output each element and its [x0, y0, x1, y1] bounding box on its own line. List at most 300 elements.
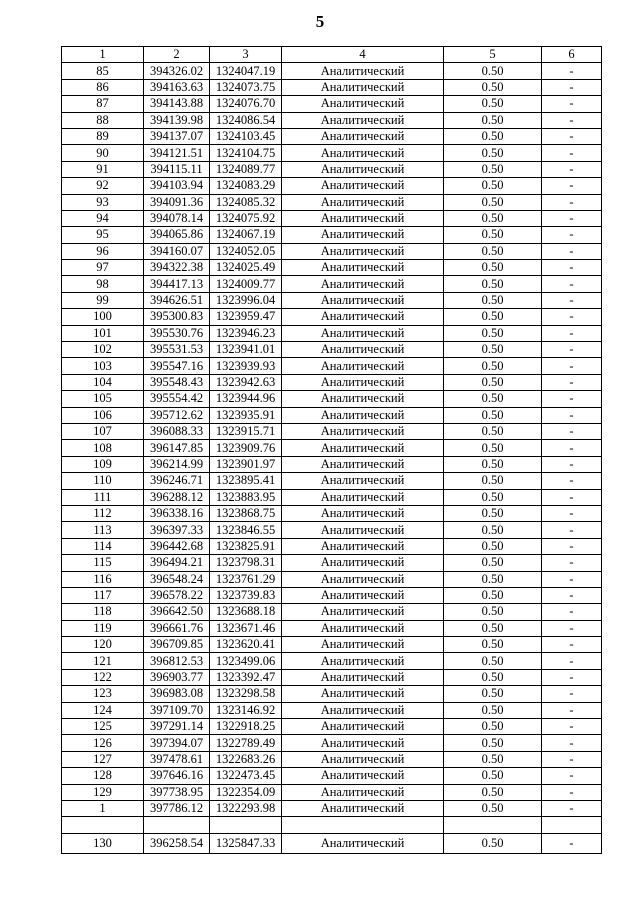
description-cell: - [542, 194, 602, 210]
description-cell: - [542, 161, 602, 177]
y-coordinate-cell: 1322473.45 [210, 768, 282, 784]
table-row [62, 800, 602, 816]
y-coordinate-cell: 1324089.77 [210, 161, 282, 177]
table-row [62, 358, 602, 374]
method-cell: Аналитический [282, 309, 444, 325]
table-row [62, 161, 602, 177]
description-cell: - [542, 407, 602, 423]
accuracy-cell: 0.50 [444, 128, 542, 144]
x-coordinate-cell: 397291.14 [144, 719, 210, 735]
point-number-cell: 115 [62, 555, 144, 571]
accuracy-cell: 0.50 [444, 260, 542, 276]
accuracy-cell: 0.50 [444, 342, 542, 358]
y-coordinate-cell: 1323939.93 [210, 358, 282, 374]
x-coordinate-cell: 396812.53 [144, 653, 210, 669]
method-cell: Аналитический [282, 473, 444, 489]
point-number-cell: 93 [62, 194, 144, 210]
point-number-cell: 107 [62, 423, 144, 439]
accuracy-cell: 0.50 [444, 784, 542, 800]
accuracy-cell: 0.50 [444, 669, 542, 685]
table-row [62, 719, 602, 735]
description-cell: - [542, 358, 602, 374]
description-cell: - [542, 702, 602, 718]
method-cell: Аналитический [282, 243, 444, 259]
table-body [62, 63, 602, 853]
description-cell: - [542, 423, 602, 439]
method-cell: Аналитический [282, 325, 444, 341]
x-coordinate-cell: 396903.77 [144, 669, 210, 685]
table-row [62, 276, 602, 292]
x-coordinate-cell: 396338.16 [144, 505, 210, 521]
description-cell: - [542, 309, 602, 325]
accuracy-cell: 0.50 [444, 440, 542, 456]
description-cell [542, 817, 602, 833]
point-number-cell: 88 [62, 112, 144, 128]
table-row [62, 194, 602, 210]
table-row [62, 768, 602, 784]
accuracy-cell: 0.50 [444, 161, 542, 177]
accuracy-cell: 0.50 [444, 571, 542, 587]
point-number-cell: 123 [62, 686, 144, 702]
table-row [62, 489, 602, 505]
y-coordinate-cell: 1323946.23 [210, 325, 282, 341]
accuracy-cell: 0.50 [444, 653, 542, 669]
point-number-cell: 100 [62, 309, 144, 325]
point-number-cell: 87 [62, 96, 144, 112]
point-number-cell: 117 [62, 587, 144, 603]
description-cell: - [542, 751, 602, 767]
method-cell [282, 817, 444, 833]
point-number-cell: 108 [62, 440, 144, 456]
point-number-cell [62, 817, 144, 833]
method-cell: Аналитический [282, 145, 444, 161]
method-cell: Аналитический [282, 489, 444, 505]
method-cell: Аналитический [282, 210, 444, 226]
accuracy-cell: 0.50 [444, 309, 542, 325]
method-cell: Аналитический [282, 571, 444, 587]
header-cell: 1 [62, 47, 144, 63]
description-cell: - [542, 145, 602, 161]
accuracy-cell: 0.50 [444, 391, 542, 407]
y-coordinate-cell: 1324047.19 [210, 63, 282, 79]
point-number-cell: 94 [62, 210, 144, 226]
x-coordinate-cell: 395548.43 [144, 374, 210, 390]
y-coordinate-cell: 1323798.31 [210, 555, 282, 571]
x-coordinate-cell: 395531.53 [144, 342, 210, 358]
y-coordinate-cell: 1323761.29 [210, 571, 282, 587]
table-row [62, 309, 602, 325]
y-coordinate-cell: 1324085.32 [210, 194, 282, 210]
point-number-cell: 130 [62, 833, 144, 853]
x-coordinate-cell: 394137.07 [144, 128, 210, 144]
x-coordinate-cell: 397478.61 [144, 751, 210, 767]
accuracy-cell: 0.50 [444, 112, 542, 128]
y-coordinate-cell: 1323739.83 [210, 587, 282, 603]
accuracy-cell: 0.50 [444, 686, 542, 702]
point-number-cell: 85 [62, 63, 144, 79]
table-header-row [62, 47, 602, 63]
x-coordinate-cell: 396288.12 [144, 489, 210, 505]
table-row [62, 604, 602, 620]
description-cell: - [542, 440, 602, 456]
point-number-cell: 116 [62, 571, 144, 587]
accuracy-cell: 0.50 [444, 178, 542, 194]
table-row [62, 440, 602, 456]
table-row [62, 505, 602, 521]
accuracy-cell: 0.50 [444, 522, 542, 538]
y-coordinate-cell: 1322918.25 [210, 719, 282, 735]
method-cell: Аналитический [282, 751, 444, 767]
method-cell: Аналитический [282, 161, 444, 177]
point-number-cell: 113 [62, 522, 144, 538]
table-row [62, 210, 602, 226]
method-cell: Аналитический [282, 637, 444, 653]
accuracy-cell: 0.50 [444, 768, 542, 784]
table-row [62, 653, 602, 669]
description-cell: - [542, 719, 602, 735]
table-row [62, 522, 602, 538]
y-coordinate-cell: 1324025.49 [210, 260, 282, 276]
table-row [62, 342, 602, 358]
x-coordinate-cell: 396088.33 [144, 423, 210, 439]
header-cell: 5 [444, 47, 542, 63]
point-number-cell: 1 [62, 800, 144, 816]
x-coordinate-cell: 396548.24 [144, 571, 210, 587]
table-row [62, 669, 602, 685]
table-row [62, 227, 602, 243]
y-coordinate-cell: 1324075.92 [210, 210, 282, 226]
method-cell: Аналитический [282, 505, 444, 521]
table-row [62, 620, 602, 636]
y-coordinate-cell: 1323688.18 [210, 604, 282, 620]
y-coordinate-cell: 1323392.47 [210, 669, 282, 685]
description-cell: - [542, 456, 602, 472]
header-cell: 3 [210, 47, 282, 63]
description-cell: - [542, 653, 602, 669]
x-coordinate-cell: 396494.21 [144, 555, 210, 571]
description-cell: - [542, 473, 602, 489]
description-cell: - [542, 637, 602, 653]
point-number-cell: 124 [62, 702, 144, 718]
table-row [62, 79, 602, 95]
table-row [62, 260, 602, 276]
x-coordinate-cell: 394417.13 [144, 276, 210, 292]
accuracy-cell: 0.50 [444, 800, 542, 816]
y-coordinate-cell: 1324086.54 [210, 112, 282, 128]
y-coordinate-cell: 1322293.98 [210, 800, 282, 816]
y-coordinate-cell: 1323846.55 [210, 522, 282, 538]
table-row [62, 751, 602, 767]
method-cell: Аналитический [282, 178, 444, 194]
coordinates-table [61, 46, 602, 854]
y-coordinate-cell: 1324104.75 [210, 145, 282, 161]
method-cell: Аналитический [282, 800, 444, 816]
point-number-cell: 90 [62, 145, 144, 161]
point-number-cell: 121 [62, 653, 144, 669]
y-coordinate-cell: 1324067.19 [210, 227, 282, 243]
description-cell: - [542, 128, 602, 144]
x-coordinate-cell: 394103.94 [144, 178, 210, 194]
accuracy-cell: 0.50 [444, 194, 542, 210]
method-cell: Аналитический [282, 63, 444, 79]
point-number-cell: 89 [62, 128, 144, 144]
table-row [62, 473, 602, 489]
accuracy-cell: 0.50 [444, 833, 542, 853]
accuracy-cell: 0.50 [444, 620, 542, 636]
point-number-cell: 96 [62, 243, 144, 259]
y-coordinate-cell: 1323671.46 [210, 620, 282, 636]
method-cell: Аналитический [282, 456, 444, 472]
point-number-cell: 126 [62, 735, 144, 751]
x-coordinate-cell: 396709.85 [144, 637, 210, 653]
y-coordinate-cell: 1323895.41 [210, 473, 282, 489]
method-cell: Аналитический [282, 260, 444, 276]
x-coordinate-cell: 397646.16 [144, 768, 210, 784]
accuracy-cell: 0.50 [444, 456, 542, 472]
description-cell: - [542, 833, 602, 853]
point-number-cell: 91 [62, 161, 144, 177]
method-cell: Аналитический [282, 620, 444, 636]
table-row [62, 423, 602, 439]
table-row [62, 391, 602, 407]
table-row [62, 407, 602, 423]
accuracy-cell: 0.50 [444, 473, 542, 489]
point-number-cell: 92 [62, 178, 144, 194]
method-cell: Аналитический [282, 735, 444, 751]
method-cell: Аналитический [282, 702, 444, 718]
description-cell: - [542, 227, 602, 243]
x-coordinate-cell: 396661.76 [144, 620, 210, 636]
accuracy-cell: 0.50 [444, 227, 542, 243]
x-coordinate-cell: 396397.33 [144, 522, 210, 538]
accuracy-cell: 0.50 [444, 555, 542, 571]
method-cell: Аналитический [282, 342, 444, 358]
description-cell: - [542, 571, 602, 587]
y-coordinate-cell: 1325847.33 [210, 833, 282, 853]
y-coordinate-cell: 1323298.58 [210, 686, 282, 702]
method-cell: Аналитический [282, 292, 444, 308]
accuracy-cell: 0.50 [444, 374, 542, 390]
description-cell: - [542, 391, 602, 407]
accuracy-cell: 0.50 [444, 145, 542, 161]
method-cell: Аналитический [282, 555, 444, 571]
table-row [62, 571, 602, 587]
table-row [62, 374, 602, 390]
description-cell: - [542, 522, 602, 538]
method-cell: Аналитический [282, 374, 444, 390]
y-coordinate-cell: 1323868.75 [210, 505, 282, 521]
x-coordinate-cell: 396214.99 [144, 456, 210, 472]
x-coordinate-cell: 394091.36 [144, 194, 210, 210]
x-coordinate-cell: 396983.08 [144, 686, 210, 702]
y-coordinate-cell: 1323941.01 [210, 342, 282, 358]
point-number-cell: 99 [62, 292, 144, 308]
x-coordinate-cell: 394121.51 [144, 145, 210, 161]
description-cell: - [542, 735, 602, 751]
accuracy-cell: 0.50 [444, 96, 542, 112]
x-coordinate-cell: 394322.38 [144, 260, 210, 276]
point-number-cell: 119 [62, 620, 144, 636]
description-cell: - [542, 178, 602, 194]
point-number-cell: 109 [62, 456, 144, 472]
y-coordinate-cell: 1323146.92 [210, 702, 282, 718]
table-row [62, 325, 602, 341]
method-cell: Аналитический [282, 112, 444, 128]
method-cell: Аналитический [282, 669, 444, 685]
header-cell: 4 [282, 47, 444, 63]
method-cell: Аналитический [282, 96, 444, 112]
accuracy-cell: 0.50 [444, 325, 542, 341]
x-coordinate-cell: 394139.98 [144, 112, 210, 128]
accuracy-cell: 0.50 [444, 210, 542, 226]
method-cell: Аналитический [282, 391, 444, 407]
x-coordinate-cell: 396246.71 [144, 473, 210, 489]
method-cell: Аналитический [282, 604, 444, 620]
point-number-cell: 95 [62, 227, 144, 243]
point-number-cell: 122 [62, 669, 144, 685]
point-number-cell: 128 [62, 768, 144, 784]
accuracy-cell: 0.50 [444, 735, 542, 751]
accuracy-cell: 0.50 [444, 407, 542, 423]
table-row [62, 456, 602, 472]
table-row [62, 587, 602, 603]
description-cell: - [542, 555, 602, 571]
method-cell: Аналитический [282, 440, 444, 456]
method-cell: Аналитический [282, 833, 444, 853]
description-cell: - [542, 292, 602, 308]
method-cell: Аналитический [282, 784, 444, 800]
point-number-cell: 114 [62, 538, 144, 554]
accuracy-cell [444, 817, 542, 833]
table-row [62, 243, 602, 259]
point-number-cell: 125 [62, 719, 144, 735]
y-coordinate-cell: 1324103.45 [210, 128, 282, 144]
description-cell: - [542, 538, 602, 554]
y-coordinate-cell: 1323909.76 [210, 440, 282, 456]
point-number-cell: 101 [62, 325, 144, 341]
x-coordinate-cell: 395300.83 [144, 309, 210, 325]
description-cell: - [542, 325, 602, 341]
description-cell: - [542, 96, 602, 112]
point-number-cell: 97 [62, 260, 144, 276]
description-cell: - [542, 686, 602, 702]
y-coordinate-cell: 1323620.41 [210, 637, 282, 653]
method-cell: Аналитический [282, 358, 444, 374]
point-number-cell: 127 [62, 751, 144, 767]
method-cell: Аналитический [282, 128, 444, 144]
method-cell: Аналитический [282, 407, 444, 423]
blank-row [62, 817, 602, 833]
point-number-cell: 118 [62, 604, 144, 620]
table-row [62, 784, 602, 800]
y-coordinate-cell: 1323942.63 [210, 374, 282, 390]
x-coordinate-cell: 394115.11 [144, 161, 210, 177]
point-number-cell: 98 [62, 276, 144, 292]
y-coordinate-cell: 1323944.96 [210, 391, 282, 407]
accuracy-cell: 0.50 [444, 751, 542, 767]
description-cell: - [542, 276, 602, 292]
accuracy-cell: 0.50 [444, 587, 542, 603]
x-coordinate-cell: 395554.42 [144, 391, 210, 407]
method-cell: Аналитический [282, 686, 444, 702]
table-row [62, 128, 602, 144]
method-cell: Аналитический [282, 653, 444, 669]
x-coordinate-cell: 394078.14 [144, 210, 210, 226]
accuracy-cell: 0.50 [444, 423, 542, 439]
y-coordinate-cell: 1323996.04 [210, 292, 282, 308]
y-coordinate-cell: 1324083.29 [210, 178, 282, 194]
description-cell: - [542, 669, 602, 685]
y-coordinate-cell: 1324073.75 [210, 79, 282, 95]
x-coordinate-cell: 394143.88 [144, 96, 210, 112]
table-row [62, 702, 602, 718]
y-coordinate-cell: 1323499.06 [210, 653, 282, 669]
description-cell: - [542, 505, 602, 521]
method-cell: Аналитический [282, 587, 444, 603]
y-coordinate-cell: 1323915.71 [210, 423, 282, 439]
point-number-cell: 103 [62, 358, 144, 374]
y-coordinate-cell: 1322354.09 [210, 784, 282, 800]
x-coordinate-cell: 394326.02 [144, 63, 210, 79]
x-coordinate-cell: 396147.85 [144, 440, 210, 456]
accuracy-cell: 0.50 [444, 505, 542, 521]
y-coordinate-cell: 1324076.70 [210, 96, 282, 112]
x-coordinate-cell: 394160.07 [144, 243, 210, 259]
description-cell: - [542, 112, 602, 128]
method-cell: Аналитический [282, 538, 444, 554]
table-row [62, 538, 602, 554]
point-number-cell: 106 [62, 407, 144, 423]
method-cell: Аналитический [282, 423, 444, 439]
description-cell: - [542, 63, 602, 79]
header-cell: 6 [542, 47, 602, 63]
x-coordinate-cell: 395712.62 [144, 407, 210, 423]
point-number-cell: 110 [62, 473, 144, 489]
description-cell: - [542, 587, 602, 603]
description-cell: - [542, 243, 602, 259]
y-coordinate-cell: 1323825.91 [210, 538, 282, 554]
x-coordinate-cell: 396258.54 [144, 833, 210, 853]
accuracy-cell: 0.50 [444, 276, 542, 292]
accuracy-cell: 0.50 [444, 604, 542, 620]
description-cell: - [542, 342, 602, 358]
accuracy-cell: 0.50 [444, 538, 542, 554]
y-coordinate-cell: 1322683.26 [210, 751, 282, 767]
point-number-cell: 105 [62, 391, 144, 407]
accuracy-cell: 0.50 [444, 63, 542, 79]
x-coordinate-cell: 397394.07 [144, 735, 210, 751]
description-cell: - [542, 79, 602, 95]
method-cell: Аналитический [282, 194, 444, 210]
x-coordinate-cell: 396642.50 [144, 604, 210, 620]
description-cell: - [542, 210, 602, 226]
x-coordinate-cell: 395547.16 [144, 358, 210, 374]
x-coordinate-cell: 397738.95 [144, 784, 210, 800]
x-coordinate-cell: 397786.12 [144, 800, 210, 816]
x-coordinate-cell: 394626.51 [144, 292, 210, 308]
page-number: 5 [315, 12, 325, 31]
point-number-cell: 129 [62, 784, 144, 800]
description-cell: - [542, 260, 602, 276]
table-row [62, 735, 602, 751]
accuracy-cell: 0.50 [444, 702, 542, 718]
x-coordinate-cell: 396578.22 [144, 587, 210, 603]
table-row [62, 112, 602, 128]
table-row [62, 63, 602, 79]
description-cell: - [542, 768, 602, 784]
x-coordinate-cell: 394163.63 [144, 79, 210, 95]
method-cell: Аналитический [282, 276, 444, 292]
